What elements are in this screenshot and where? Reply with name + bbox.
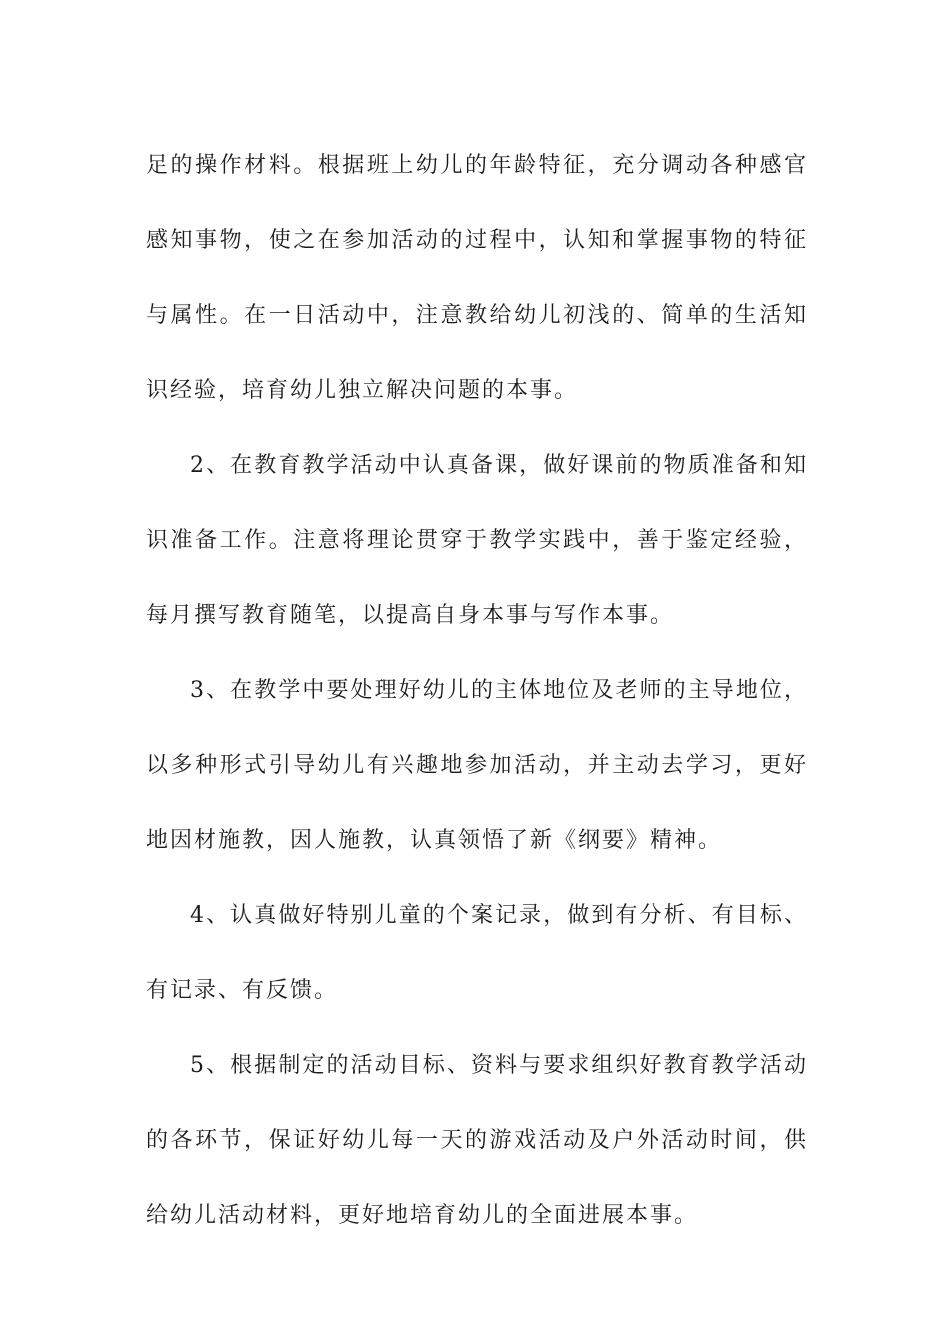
document-body — [146, 128, 808, 1253]
paragraph-item-2: 2、在教育教学活动中认真备课，做好课前的物质准备和知识准备工作。注意将理论贯穿于教学实践中，善于鉴定经验，每月撰写教育随笔，以提高自身本事与写作本事。 — [146, 453, 808, 628]
paragraph-item-3: 3、在教学中要处理好幼儿的主体地位及老师的主导地位，以多种形式引导幼儿有兴趣地参加活动，并主动去学习，更好地因材施教，因人施教，认真领悟了新《纲要》精神。 — [146, 678, 808, 853]
paragraph-item-5: 5、根据制定的活动目标、资料与要求组织好教育教学活动的各环节，保证好幼儿每一天的游戏活动及户外活动时间，供给幼儿活动材料，更好地培育幼儿的全面进展本事。 — [146, 1053, 808, 1228]
paragraph-continuation: 足的操作材料。根据班上幼儿的年龄特征，充分调动各种感官感知事物，使之在参加活动的过程中，认知和掌握事物的特征与属性。在一日活动中，注意教给幼儿初浅的、简单的生活知识经验，培育幼儿独立解决问题的本事。 — [146, 153, 808, 403]
paragraph-item-4: 4、认真做好特别儿童的个案记录，做到有分析、有目标、有记录、有反馈。 — [146, 903, 808, 1003]
